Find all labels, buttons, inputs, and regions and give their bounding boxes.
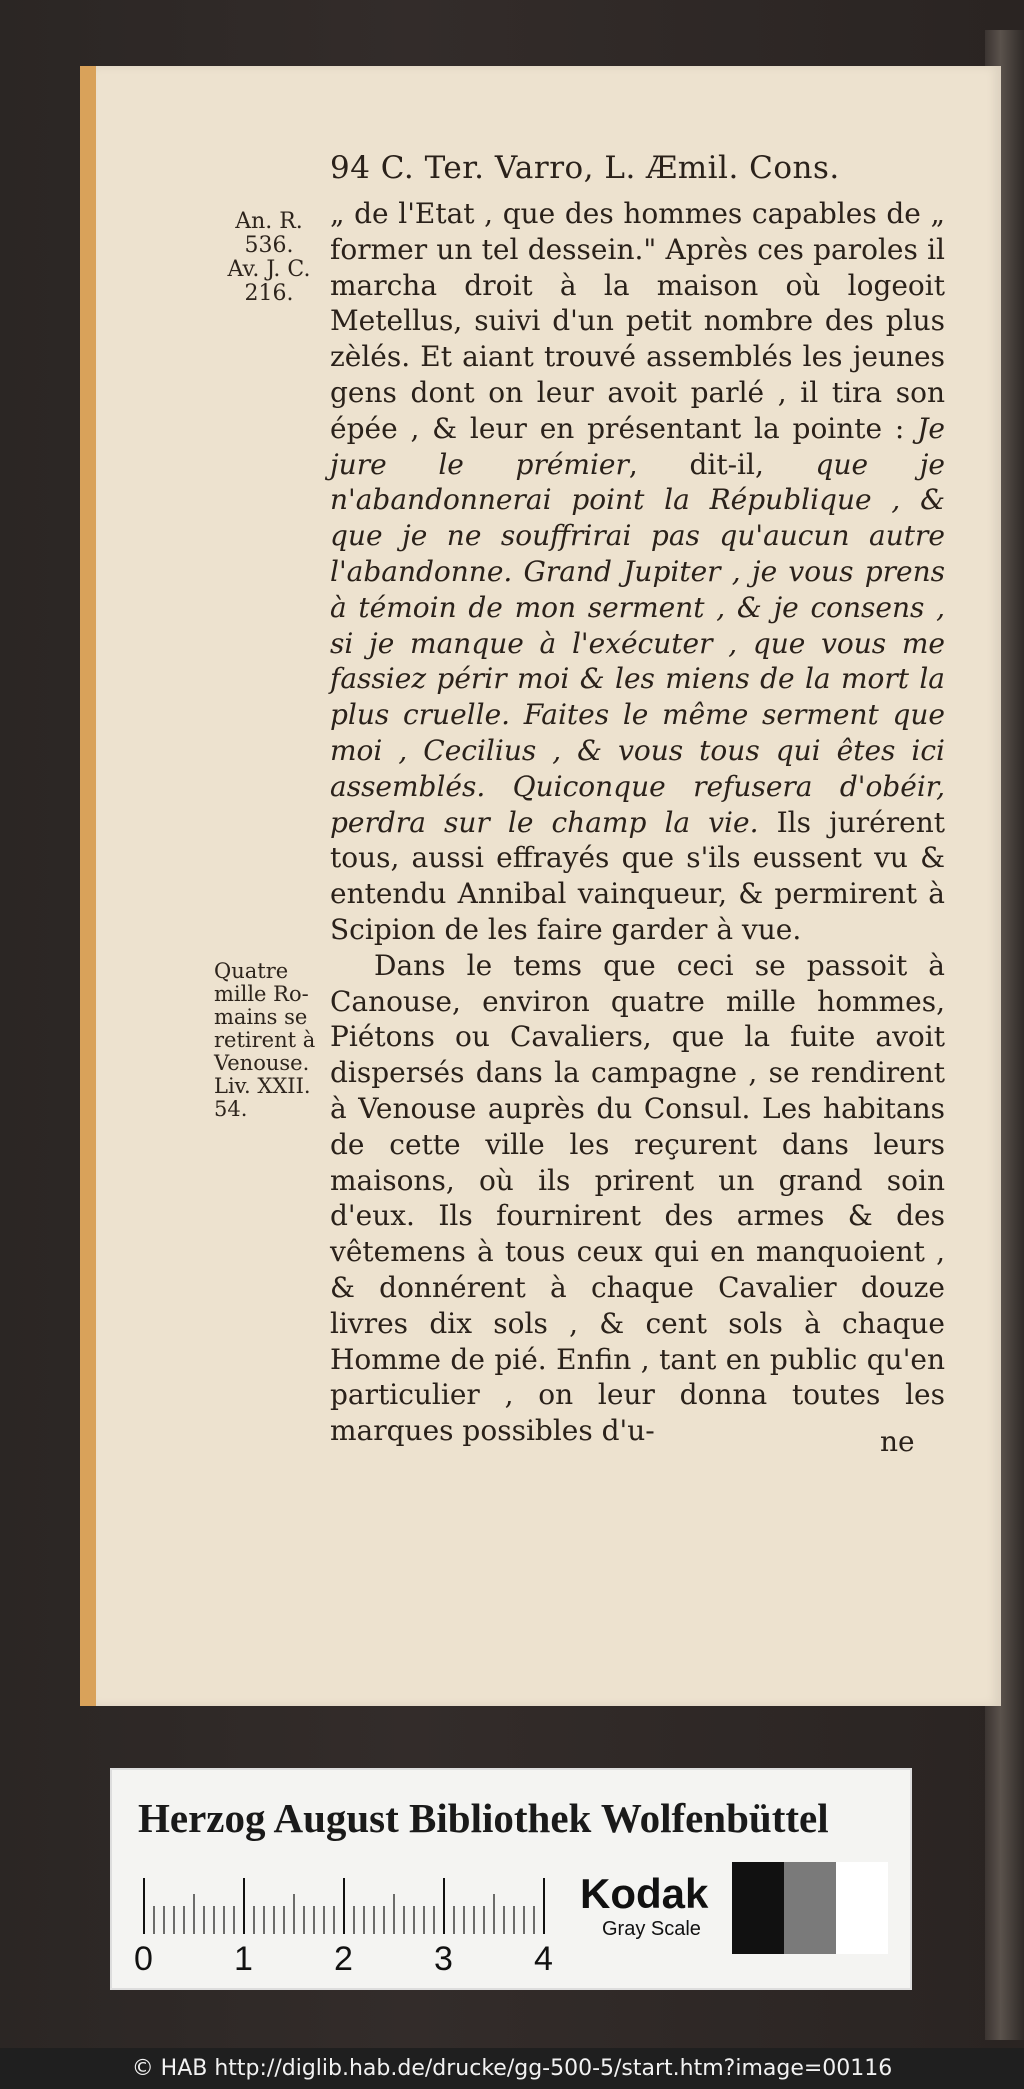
swatch-white bbox=[836, 1862, 888, 1954]
margin-line: Venouse. bbox=[214, 1051, 310, 1075]
ruler-numbers bbox=[134, 1940, 574, 1980]
margin-line: retirent à bbox=[214, 1028, 316, 1052]
margin-line: An. R. bbox=[235, 209, 303, 234]
margin-line: mains se bbox=[214, 1005, 308, 1029]
ruler-number: 2 bbox=[334, 1940, 353, 1978]
text-run: , dit-il, bbox=[628, 447, 816, 481]
ruler-scale bbox=[140, 1876, 570, 1934]
margin-line: mille Ro- bbox=[214, 982, 309, 1006]
text-run: Ils jurérent tous, aussi effrayés que s'ils eussent vu & entendu Annibal vainqueur, & permirent à Scipion de les faire garder à vue. bbox=[330, 805, 945, 946]
gray-scale-label: Gray Scale bbox=[602, 1918, 701, 1940]
swatch-black bbox=[732, 1862, 784, 1954]
margin-note-venouse bbox=[214, 960, 334, 1121]
paragraph-oath bbox=[330, 196, 945, 948]
margin-note-date bbox=[214, 210, 324, 306]
library-name: Herzog August Bibliothek Wolfenbüttel bbox=[138, 1795, 829, 1841]
swatch-gray bbox=[784, 1862, 836, 1954]
running-head: 94 C. Ter. Varro, L. Æmil. Cons. bbox=[330, 150, 840, 186]
oath-text: que je n'abandonnerai point la République , & que je ne souffrirai pas qu'aucun autre l'abandonne. Grand Jupiter , je vous prens à témoin de mon serment , & je consens , si je manque à l'exécuter , que vous me fassiez périr moi & les miens de la mort la plus cruelle. Faites le même serment que moi , Cecilius , & vous tous qui êtes ici assemblés. Quiconque refusera d'obéir, perdra sur le champ la vie. bbox=[330, 447, 945, 839]
paragraph-venouse: Dans le tems que ceci se passoit à Canouse, environ quatre mille hommes, Piétons ou Cavaliers, que la fuite avoit dispersés dans la campagne , se rendirent à Venouse auprès du Consul. Les habitans de cette ville les reçurent dans leurs maisons, où ils prirent un grand soin d'eux. Ils fournirent des armes & des vêtemens à tous ceux qui en manquoient , & donnérent à chaque Cavalier douze livres dix sols , & cent sols à chaque Homme de pié. Enfin , tant en public qu'en particulier , on leur donna toutes les marques possibles d'u- bbox=[330, 948, 945, 1448]
ruler-number: 0 bbox=[134, 1940, 153, 1978]
gray-swatches bbox=[732, 1862, 888, 1954]
kodak-logo: Kodak bbox=[580, 1870, 709, 1917]
text-run: „ de l'Etat , que des hommes capables de „ former un tel dessein." Après ces paroles il marcha droit à la maison où logeoit Metellus, suivi d'un petit nombre des plus zèlés. Et aiant trouvé assemblés les jeunes gens dont on leur avoit parlé , il tira son épée , & leur en présentant la pointe : bbox=[330, 197, 945, 445]
ruler-number: 1 bbox=[234, 1940, 253, 1978]
margin-line: Quatre bbox=[214, 959, 289, 983]
margin-line: Av. J. C. bbox=[227, 257, 311, 282]
ruler-number: 4 bbox=[534, 1940, 553, 1978]
ruler-number: 3 bbox=[434, 1940, 453, 1978]
margin-line: Liv. XXII. bbox=[214, 1074, 311, 1098]
body-text bbox=[330, 196, 945, 1449]
color-calibration-card bbox=[110, 1768, 912, 1990]
margin-line: 54. bbox=[214, 1097, 248, 1121]
margin-line: 536. bbox=[244, 233, 294, 258]
catchword: ne bbox=[880, 1425, 915, 1458]
oath-text: Je jure le prémier bbox=[330, 411, 945, 481]
copyright-footer: © HAB http://diglib.hab.de/drucke/gg-500-5/start.htm?image=00116 bbox=[0, 2048, 1024, 2089]
margin-line: 216. bbox=[244, 281, 294, 306]
